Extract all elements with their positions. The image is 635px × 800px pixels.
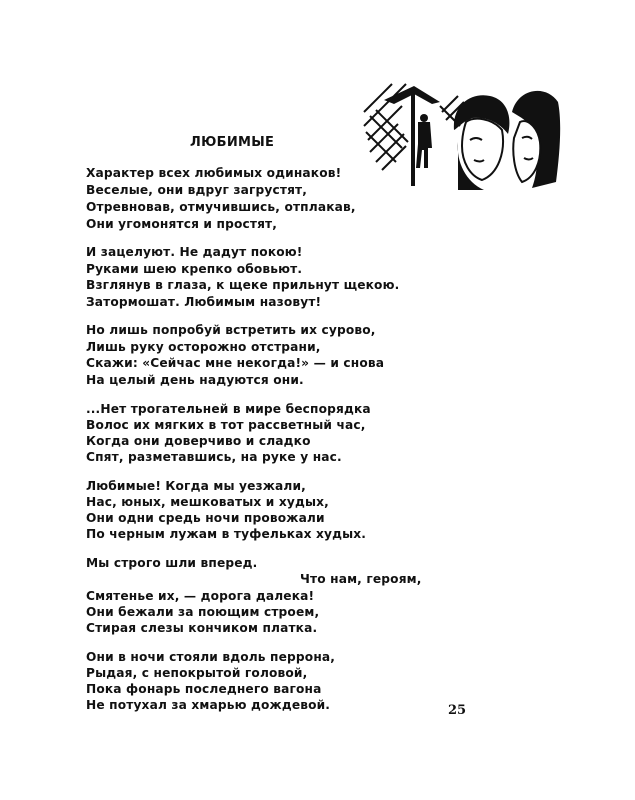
poem-line: Что нам, героям, bbox=[300, 572, 422, 586]
poem-line: ...Нет трогательней в мире беспорядка bbox=[86, 402, 371, 416]
poem-line: Рыдая, с непокрытой головой, bbox=[86, 666, 308, 680]
poem-line: Когда они доверчиво и сладко bbox=[86, 434, 311, 448]
poem-line: Они в ночи стояли вдоль перрона, bbox=[86, 650, 336, 664]
woman-face-icon bbox=[454, 95, 510, 190]
poem-line: Нас, юных, мешковатых и худых, bbox=[86, 495, 329, 509]
poem-line: Они бежали за поющим строем, bbox=[86, 605, 320, 619]
poem-line: Скажи: «Сейчас мне некогда!» — и снова bbox=[86, 356, 385, 370]
lamp-icon bbox=[384, 86, 440, 186]
poem-line: Они угомонятся и простят, bbox=[86, 217, 278, 231]
poem-line: Пока фонарь последнего вагона bbox=[86, 682, 322, 696]
poem-line: И зацелуют. Не дадут покою! bbox=[86, 245, 303, 259]
poem-line: Не потухал за хмарью дождевой. bbox=[86, 698, 331, 712]
page-number: 25 bbox=[448, 703, 467, 718]
poem-line: Волос их мягких в тот рассветный час, bbox=[86, 418, 366, 432]
second-face-icon bbox=[512, 91, 560, 188]
poem-line: Любимые! Когда мы уезжали, bbox=[86, 479, 306, 493]
poem-line: Веселые, они вдруг загрустят, bbox=[86, 183, 308, 197]
poem-line: Но лишь попробуй встретить их сурово, bbox=[86, 323, 376, 337]
poem-line: Мы строго шли вперед. bbox=[86, 556, 258, 570]
poem-line: Стирая слезы кончиком платка. bbox=[86, 621, 318, 635]
poem-line: Они одни средь ночи провожали bbox=[86, 511, 325, 525]
poem-line: Затормошат. Любимым назовут! bbox=[86, 295, 322, 309]
poem-line: Характер всех любимых одинаков! bbox=[86, 166, 342, 180]
illustration bbox=[362, 82, 562, 190]
poem-line: Смятенье их, — дорога далека! bbox=[86, 589, 315, 603]
poem-line: Руками шею крепко обовьют. bbox=[86, 262, 303, 276]
poem-line: По черным лужам в туфельках худых. bbox=[86, 527, 367, 541]
poem-line: Лишь руку осторожно отстрани, bbox=[86, 340, 321, 354]
poem-title: ЛЮБИМЫЕ bbox=[190, 135, 275, 150]
walking-figure-icon bbox=[416, 114, 432, 168]
poem-line: Спят, разметавшись, на руке у нас. bbox=[86, 450, 342, 464]
poem-line: Отревновав, отмучившись, отплакав, bbox=[86, 200, 356, 214]
poem-line: Взглянув в глаза, к щеке прильнут щекою. bbox=[86, 278, 400, 292]
poem-line: На целый день надуются они. bbox=[86, 373, 304, 387]
